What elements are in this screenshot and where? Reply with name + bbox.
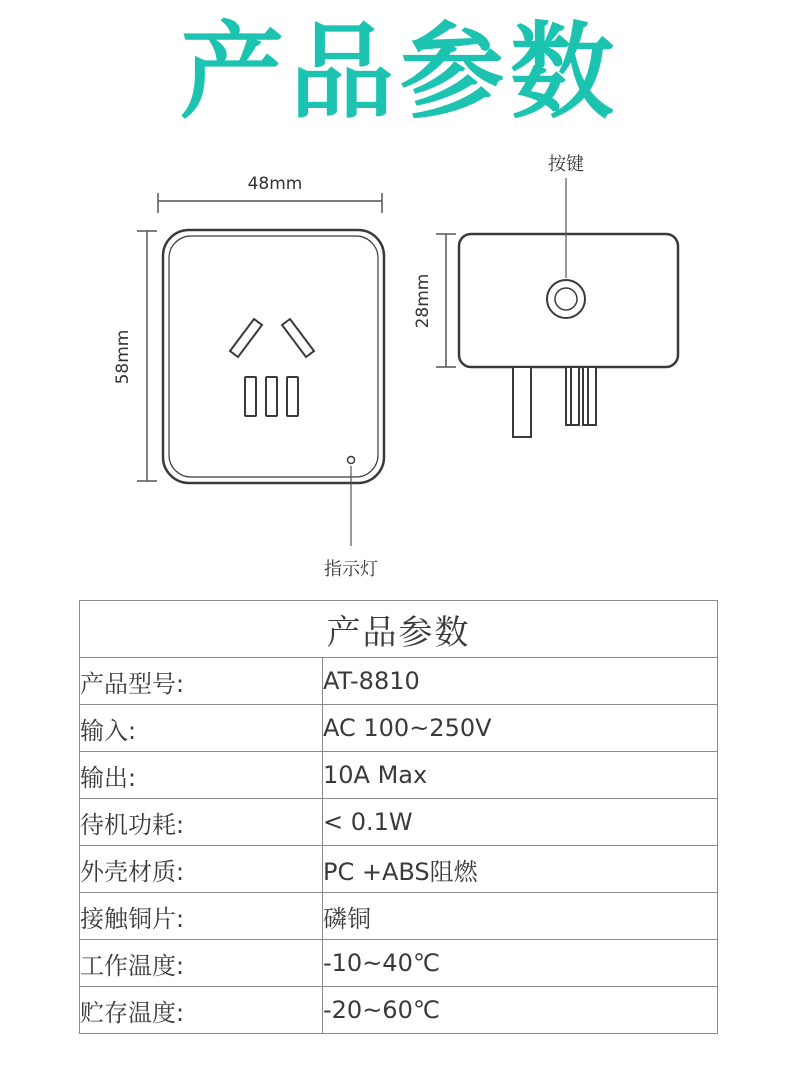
spec-value: PC +ABS阻燃 — [323, 846, 718, 893]
depth-dimension — [436, 234, 456, 367]
table-row — [80, 846, 718, 893]
angled-slots — [230, 319, 314, 357]
spec-key: 贮存温度: — [80, 987, 323, 1034]
depth-label: 28mm — [413, 273, 433, 329]
spec-key: 工作温度: — [80, 940, 323, 987]
indicator-light — [348, 457, 355, 464]
spec-value: < 0.1W — [323, 799, 718, 846]
spec-key: 输出: — [80, 752, 323, 799]
spec-key: 接触铜片: — [80, 893, 323, 940]
power-button — [547, 280, 585, 318]
spec-value: 磷铜 — [323, 893, 718, 940]
width-dimension — [158, 193, 382, 213]
spec-table — [79, 600, 718, 1034]
table-row — [80, 940, 718, 987]
table-row — [80, 799, 718, 846]
button-label: 按键 — [548, 154, 584, 175]
table-row — [80, 658, 718, 705]
spec-table-header-row — [80, 601, 718, 658]
spec-value: -20~60℃ — [323, 987, 718, 1034]
width-label: 48mm — [247, 174, 303, 194]
height-label: 58mm — [113, 329, 133, 385]
socket-side-view — [459, 234, 678, 367]
spec-value: 10A Max — [323, 752, 718, 799]
spec-value: AC 100~250V — [323, 705, 718, 752]
table-row — [80, 752, 718, 799]
spec-key: 输入: — [80, 705, 323, 752]
vertical-slots — [245, 377, 298, 416]
socket-front-view — [163, 230, 384, 483]
table-row — [80, 893, 718, 940]
height-dimension — [137, 231, 157, 481]
spec-table-title: 产品参数 — [80, 601, 718, 658]
table-row — [80, 987, 718, 1034]
spec-key: 产品型号: — [80, 658, 323, 705]
spec-key: 外壳材质: — [80, 846, 323, 893]
spec-value: -10~40℃ — [323, 940, 718, 987]
spec-value: AT-8810 — [323, 658, 718, 705]
page-title: 产品参数 — [179, 11, 620, 133]
spec-key: 待机功耗: — [80, 799, 323, 846]
indicator-label: 指示灯 — [324, 559, 378, 580]
plug-prongs — [513, 367, 596, 437]
table-row — [80, 705, 718, 752]
product-dimension-diagram — [0, 140, 800, 590]
